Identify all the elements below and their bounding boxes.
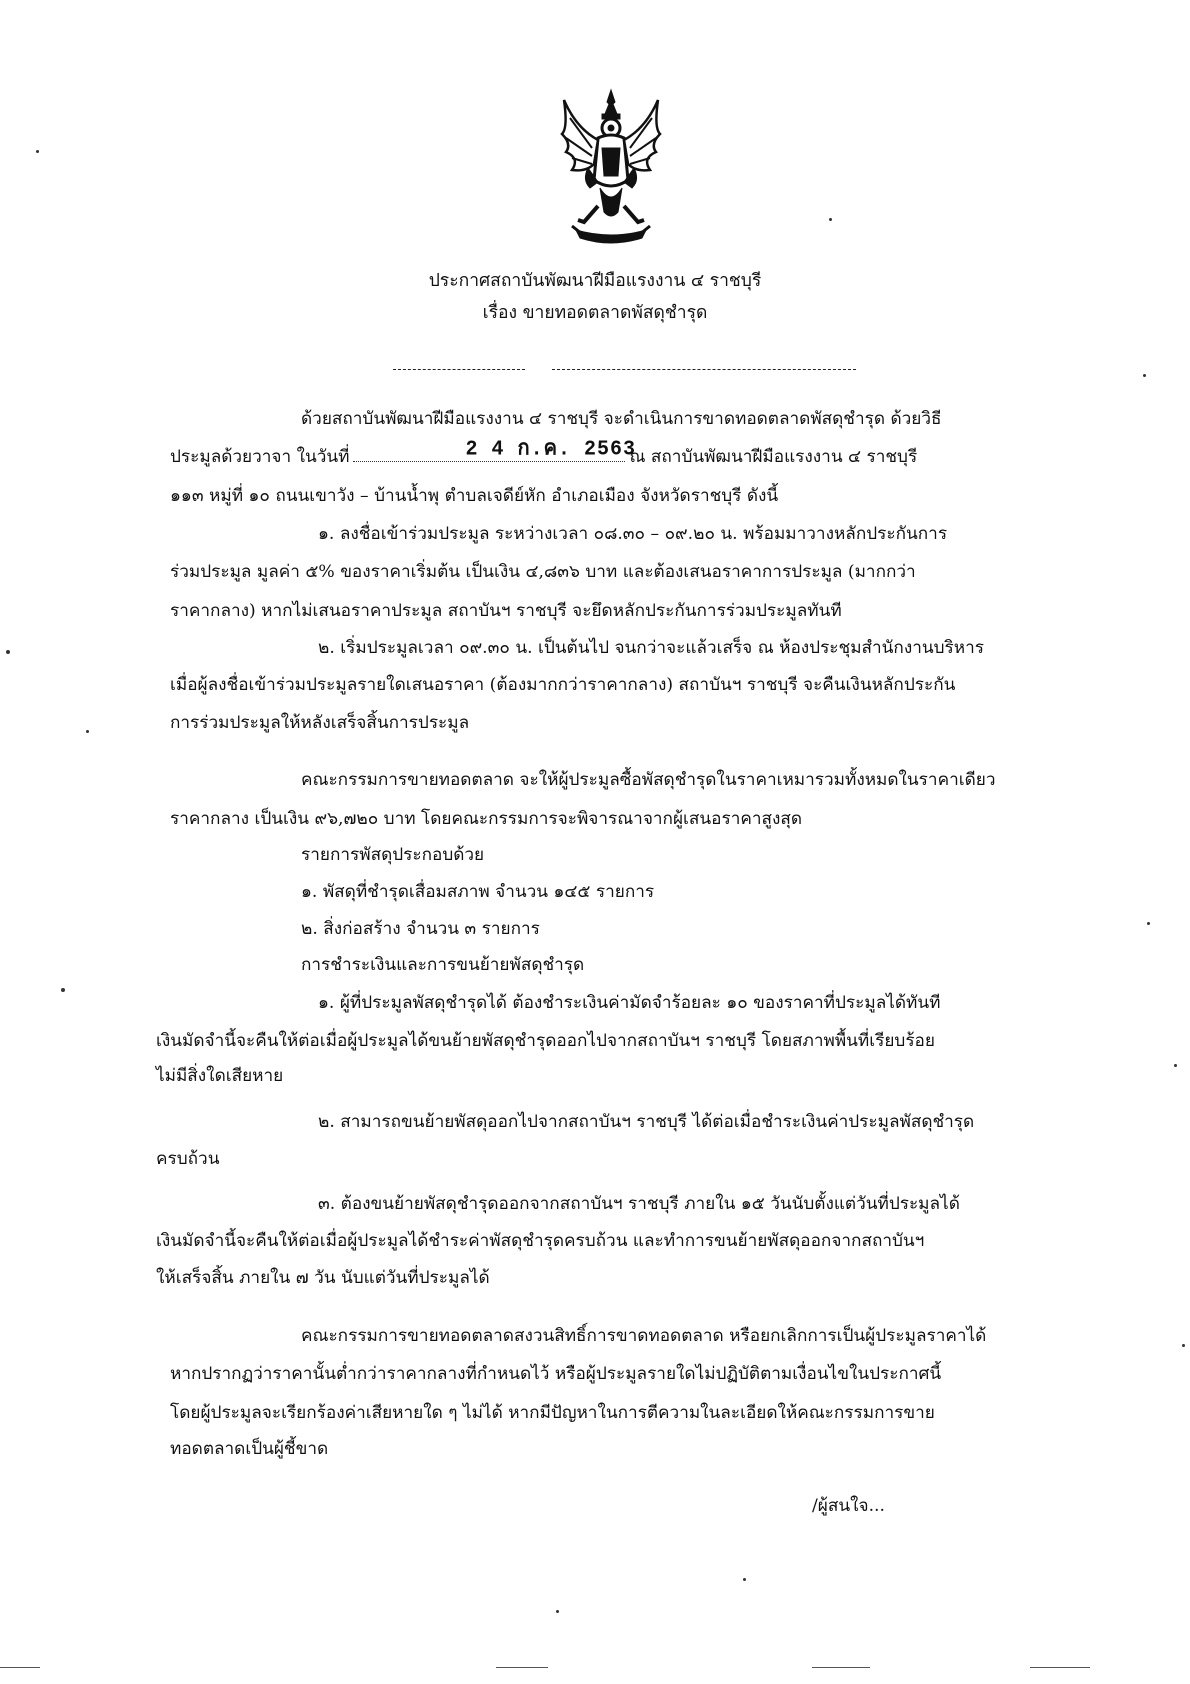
- scan-line: [496, 1667, 548, 1668]
- body-line: ๑. ลงชื่อเข้าร่วมประมูล ระหว่างเวลา ๐๘.๓๐ – ๐๙.๒๐ น. พร้อมมาวางหลักประกันการ: [318, 524, 948, 544]
- body-line: เงินมัดจำนี้จะคืนให้ต่อเมื่อผู้ประมูลได้ชำระค่าพัสดุชำรุดครบถ้วน และทำการขนย้ายพัสดุออกจากสถาบันฯ: [156, 1231, 925, 1251]
- continuation-marker: /ผู้สนใจ...: [812, 1496, 885, 1516]
- scan-line: [1030, 1667, 1090, 1668]
- announcement-title: ประกาศสถาบันพัฒนาฝีมือแรงงาน ๔ ราชบุรี: [428, 271, 762, 291]
- scan-speck: [1143, 374, 1146, 377]
- body-line: ๑. ผู้ที่ประมูลพัสดุชำรุดได้ ต้องชำระเงินค่ามัดจำร้อยละ ๑๐ ของราคาที่ประมูลได้ทันที: [318, 993, 941, 1013]
- list-item: ๒. สิ่งก่อสร้าง จำนวน ๓ รายการ: [301, 919, 540, 939]
- body-line: เงินมัดจำนี้จะคืนให้ต่อเมื่อผู้ประมูลได้ขนย้ายพัสดุชำรุดออกไปจากสถาบันฯ ราชบุรี โดยสภาพพื้นที่เรียบร้อย: [156, 1031, 935, 1051]
- scan-speck: [6, 650, 10, 654]
- body-line: ๓. ต้องขนย้ายพัสดุชำรุดออกจากสถาบันฯ ราชบุรี ภายใน ๑๕ วันนับตั้งแต่วันที่ประมูลได้: [318, 1194, 960, 1214]
- body-line: ไม่มีสิ่งใดเสียหาย: [156, 1066, 284, 1086]
- body-line: ราคากลาง) หากไม่เสนอราคาประมูล สถาบันฯ ราชบุรี จะยึดหลักประกันการร่วมประมูลทันที: [170, 601, 842, 621]
- date-field: [353, 437, 636, 463]
- scan-speck: [1147, 922, 1150, 925]
- items-heading: รายการพัสดุประกอบด้วย: [301, 845, 485, 865]
- scan-speck: [86, 730, 89, 733]
- body-line: เมื่อผู้ลงชื่อเข้าร่วมประมูลรายใดเสนอราคา (ต้องมากกว่าราคากลาง) สถาบันฯ ราชบุรี จะคืนเงินหลักประกัน: [170, 675, 956, 695]
- body-line-date: [170, 437, 918, 470]
- scan-speck: [36, 150, 39, 153]
- body-line: ๒. สามารถขนย้ายพัสดุออกไปจากสถาบันฯ ราชบุรี ได้ต่อเมื่อชำระเงินค่าประมูลพัสดุชำรุด: [318, 1112, 975, 1132]
- body-line: ทอดตลาดเป็นผู้ชี้ขาด: [170, 1439, 329, 1459]
- title-divider-left: [393, 369, 525, 370]
- body-line: ครบถ้วน: [156, 1149, 220, 1169]
- body-line: ร่วมประมูล มูลค่า ๕% ของราคาเริ่มต้น เป็นเงิน ๔,๘๓๖ บาท และต้องเสนอราคาการประมูล (มากกว่า: [170, 562, 916, 582]
- scan-speck: [556, 1610, 559, 1613]
- body-text: ณ สถาบันพัฒนาฝีมือแรงงาน ๔ ราชบุรี: [629, 447, 918, 467]
- body-line: โดยผู้ประมูลจะเรียกร้องค่าเสียหายใด ๆ ไม่ได้ หากมีปัญหาในการตีความในละเอียดให้คณะกรรมการขาย: [170, 1403, 935, 1423]
- body-line: ๑๑๓ หมู่ที่ ๑๐ ถนนเขาวัง – บ้านน้ำพุ ตำบลเจดีย์หัก อำเภอเมือง จังหวัดราชบุรี ดังนี้: [170, 486, 779, 506]
- payment-heading: การชำระเงินและการขนย้ายพัสดุชำรุด: [301, 955, 585, 975]
- body-line: ด้วยสถาบันพัฒนาฝีมือแรงงาน ๔ ราชบุรี จะดำเนินการขาดทอดตลาดพัสดุชำรุด ด้วยวิธี: [301, 409, 942, 429]
- handwritten-date: 2 4 ก.ค. 2563: [465, 437, 636, 463]
- scan-speck: [743, 1578, 746, 1581]
- body-line: ๒. เริ่มประมูลเวลา ๐๙.๓๐ น. เป็นต้นไป จนกว่าจะแล้วเสร็จ ณ ห้องประชุมสำนักงานบริหาร: [318, 638, 984, 658]
- body-line: คณะกรรมการขายทอดตลาดสงวนสิทธิ์การขาดทอดตลาด หรือยกเลิกการเป็นผู้ประมูลราคาได้: [301, 1326, 987, 1346]
- garuda-emblem-icon: [558, 88, 664, 248]
- body-line: ให้เสร็จสิ้น ภายใน ๗ วัน นับแต่วันที่ประมูลได้: [156, 1268, 490, 1288]
- body-line: คณะกรรมการขายทอดตลาด จะให้ผู้ประมูลซื้อพัสดุชำรุดในราคาเหมารวมทั้งหมดในราคาเดียว: [301, 770, 996, 790]
- scan-speck: [1174, 1064, 1177, 1067]
- scan-line: [812, 1667, 870, 1668]
- list-item: ๑. พัสดุที่ชำรุดเสื่อมสภาพ จำนวน ๑๔๕ รายการ: [301, 882, 655, 902]
- scan-line: [0, 1667, 40, 1668]
- title-divider-right: [552, 369, 856, 370]
- scan-speck: [1182, 1344, 1185, 1347]
- body-text: ประมูลด้วยวาจา ในวันที่: [170, 447, 350, 467]
- body-line: ราคากลาง เป็นเงิน ๙๖,๗๒๐ บาท โดยคณะกรรมการจะพิจารณาจากผู้เสนอราคาสูงสุด: [170, 809, 803, 829]
- body-line: การร่วมประมูลให้หลังเสร็จสิ้นการประมูล: [170, 713, 470, 733]
- scan-speck: [61, 988, 65, 992]
- body-line: หากปรากฏว่าราคานั้นต่ำกว่าราคากลางที่กำหนดไว้ หรือผู้ประมูลรายใดไม่ปฏิบัติตามเงื่อนไขในประกาศนี้: [170, 1364, 942, 1384]
- announcement-subject: เรื่อง ขายทอดตลาดพัสดุชำรุด: [482, 303, 708, 323]
- scan-speck: [829, 218, 832, 221]
